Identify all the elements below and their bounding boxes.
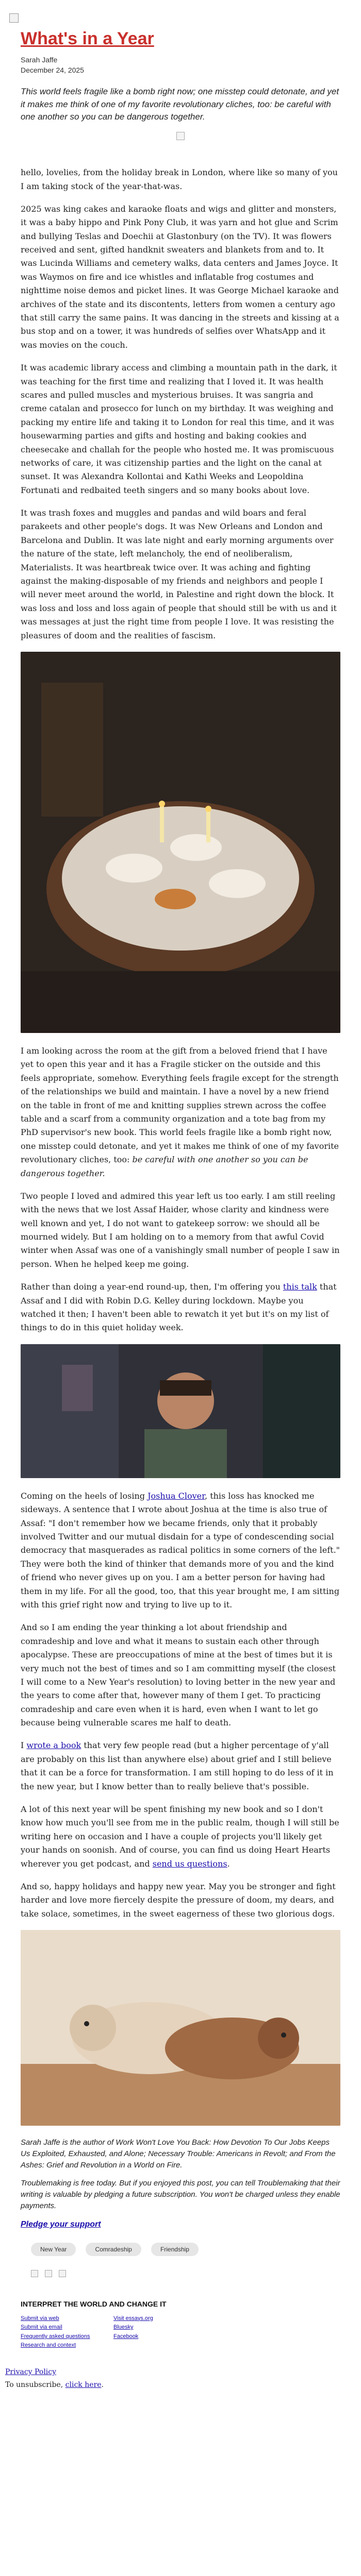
paragraph: hello, lovelies, from the holiday break in London, where like so many of you I am taking stock of the year-that-was. [21, 167, 338, 191]
paragraph-text: Rather than doing a year-end round-up, then, I'm offering you [21, 1282, 281, 1292]
share-icon[interactable] [59, 2270, 66, 2277]
paragraph: And so I am ending the year thinking a lot about friendship and comradeship and love and what it means to sustain each other through apocalypse. These are preoccupations of mine at the best of times but it is very much not the best of times and so I am committing myself (the closest I will come to a New Year's resolution) to loving better in the new year and the years to come after that, however many of them I get. To practicing comradeship and care even when it is hard, even when I want to let go because being vulnerable scares me half to death. [21, 1622, 336, 1728]
paragraph-text: that Assaf and I did with Robin D.G. Kelley during lockdown. Maybe you watched it then; I haven't been able to rewatch it yet but it's on my list of things to do in this quiet holiday week. [21, 1282, 337, 1333]
paragraph: 2025 was king cakes and karaoke floats and wigs and glitter and monsters, it was a baby hippo and Pink Pony Club, it was yarn and hot glue and Scrim and bullying Teslas and Doechii at Glastonbury (on the TV). It was flowers received and sent, gifted handknit sweaters and blankets from and to. It was Lucinda Williams and cemetery walks, data centers and James Joyce. It was Waymos on fire and ice whistles and inflatable frog costumes and nighttime noise demos and picket lines. It was George Michael karaoke and archives of the state and its discontents, letters from women a century ago that still carry the same pains. It was dancing in the streets and kissing at a bus stop and on a tower, it was hundreds of selfies over WhatsApp and it was movies on the couch. [21, 204, 339, 350]
footer-link[interactable]: Frequently asked questions [21, 2333, 90, 2340]
author-name: Sarah Jaffe [21, 56, 58, 64]
like-icon[interactable] [31, 2270, 38, 2277]
paragraph-text: A lot of this next year will be spent finishing my new book and so I don't know how much you'll see from me in the public realm, though I will still be writing here on occasion and I have a couple of projects you'll likely get your hands on soonish. And of course, you can find us doing Heart Hearts wherever you get podcast, and [21, 1804, 339, 1869]
paragraph: Two people I loved and admired this year left us too early. I am still reeling with the news that we lost Assaf Haider, whose clarity and kindness were well known and yet, I do not want to gatekeep sorrow: we should all be mourned widely. But I am holding on to a memory from that awful Covid winter when Assaf was one of a vanishingly small number of people I saw in person. When he helped keep me going. [21, 1191, 340, 1269]
paragraph [21, 1739, 340, 1793]
footer-link[interactable]: Bluesky [113, 2324, 134, 2331]
paragraph [21, 1489, 340, 1612]
tag-list [31, 2243, 340, 2261]
paragraph: And so, happy holidays and happy new year. May you be stronger and fight harder and love more fiercely despite the pressure of doom, my dears, and take solace, sometimes, in the sweet eagerness of these two glorious dogs. [21, 1881, 336, 1919]
footer-link[interactable]: Submit via email [21, 2324, 62, 2331]
photo-dogs [21, 1930, 340, 2126]
logo-icon[interactable] [9, 13, 19, 23]
paragraph-text: that very few people read (but a higher percentage of y'all are probably on this list than anywhere else) about grief and I still believe that it can be a force for transformation. I am still hoping to do less of it in the new year, but I know better than to really believe that's possible. [21, 1740, 334, 1791]
photo-dinner-illustration [21, 652, 340, 1033]
paragraph-text: Coming on the heels of losing [21, 1490, 145, 1501]
broken-image-icon [176, 132, 185, 140]
paragraph-text: I am looking across the room at the gift from a beloved friend that I have yet to open this year and it has a Fragile sticker on the outside and this feels appropriate, somehow. Everything feels fragile except for the strength of the relationships we build and maintain. I have a novel by a new friend on the table in front of me and knitting supplies strewn across the coffee table and a scarf from a community organization and a tote bag from my PhD supervisor's new book. This world feels fragile like a bomb right now, one misstep could detonate, and yet it makes me think of one of my favorite revolutionary cliches, too: [21, 1046, 339, 1165]
paragraph [21, 1044, 340, 1180]
talk-link[interactable]: this talk [283, 1282, 317, 1292]
tag-chip[interactable]: New Year [31, 2243, 76, 2256]
unsubscribe-link[interactable]: click here [65, 2381, 102, 2389]
footer-link[interactable]: Visit essays.org [113, 2315, 153, 2321]
photo-dogs-illustration [21, 1930, 340, 2126]
pledge-support-link[interactable]: Pledge your support [21, 2219, 101, 2229]
footer [21, 2300, 340, 2350]
share-icons [31, 2269, 340, 2279]
paragraph: It was academic library access and climbing a mountain path in the dark, it was teaching for the first time and realizing that I loved it. It was health scares and pulled muscles and mysterious bruises. It was sangria and creme catalan and prosecco for lunch on my birthday. It was weighing and packing my entire life and taking it to London for real this time, and it was housewarming parties and gifts and hosting and baking cookies and cheesecake and challah for the people who hosted me. It was promiscuous networks of care, it was citizenship parties and the light on the canal at sunset. It was Alexandra Kollontai and Kathi Weeks and Leopoldina Fortunati and redbaited teeth singers and so many books about love. [21, 363, 337, 495]
footer-links [21, 2314, 206, 2350]
photo-video-call [21, 1344, 340, 1478]
header-strip [0, 8, 361, 29]
photo-dinner-table [21, 652, 340, 1033]
email-subtitle: This world feels fragile like a bomb right now; one misstep could detonate, and yet it makes me think of one of my favorite revolutionary cliches, too: be careful with one another so you can be dangerous together. [21, 87, 339, 122]
comment-icon[interactable] [45, 2270, 52, 2277]
footer-heading: INTERPRET THE WORLD AND CHANGE IT [21, 2299, 167, 2308]
pledge-note: Troublemaking is free today. But if you enjoyed this post, you can tell Troublemaking that their writing is valuable by pledging a future subscription. You won't be charged unless they enable payments. [21, 2179, 340, 2210]
paragraph-text: , this loss has knocked me sideways. A sentence that I wrote about Joshua at the time is also true of Assaf: "I don't remember how we became friends, only that it probably involved Twitter and our mutual disdain for a type of condescending social democracy that masquerades as radical politics in some corners of the left." They were both the kind of thinker that demands more of you and the kind of friend who never gives up on you. I am a better person for having had them in my life. For all the good, too, that this year brought me, I am sitting with this grief right now and trying to live up to it. [21, 1490, 340, 1609]
send-questions-link[interactable]: send us questions [152, 1858, 227, 1869]
tag-chip[interactable]: Comradeship [86, 2243, 141, 2256]
photo-video-illustration [21, 1344, 340, 1478]
paragraph [21, 1280, 340, 1335]
paragraph: It was trash foxes and muggles and pandas and wild boars and feral parakeets and other people's dogs. It was New Orleans and London and Barcelona and Dublin. It was late night and early morning arguments over the nature of the state, left melancholy, the end of neoliberalism, Materialists. It was heartbreak twice over. It was aching and fighting against the making-disposable of my friends and neighbors and people I will never meet around the world, in Palestine and right down the block. It was loss and loss and loss again of people that should still be with us and it was messages at just the right time from people I love. It was resisting the pleasures of doom and the realities of fascism. [21, 508, 337, 640]
paragraph-emphasis: be careful with one another so you can be dangerous together. [21, 1155, 308, 1178]
footer-link[interactable]: Submit via web [21, 2315, 59, 2321]
bottom-links [5, 2366, 356, 2392]
paragraph [21, 1803, 340, 1871]
unsubscribe-text: To unsubscribe, [5, 2381, 63, 2389]
paragraph-text: I [21, 1740, 24, 1751]
footer-link[interactable]: Facebook [113, 2333, 139, 2340]
privacy-policy-link[interactable]: Privacy Policy [5, 2368, 57, 2377]
unsubscribe-line: To unsubscribe, click here. [5, 2381, 104, 2389]
byline [21, 55, 340, 75]
tag-chip[interactable]: Friendship [151, 2243, 199, 2256]
paragraph-text: . [227, 1858, 230, 1869]
author-bio: Sarah Jaffe is the author of Work Won't Love You Back: How Devotion To Our Jobs Keeps Us Exploited, Exhausted, and Alone; Necessary Trouble: Americans in Revolt; and From the Ashes: Grief and Revolution in a World on Fire. [21, 2138, 336, 2170]
email-body [21, 29, 340, 2350]
post-date: December 24, 2025 [21, 65, 84, 74]
joshua-clover-link[interactable]: Joshua Clover [147, 1490, 205, 1501]
footer-link[interactable]: Research and context [21, 2342, 76, 2349]
email-title[interactable]: What's in a Year [21, 29, 154, 48]
book-link[interactable]: wrote a book [26, 1740, 81, 1751]
